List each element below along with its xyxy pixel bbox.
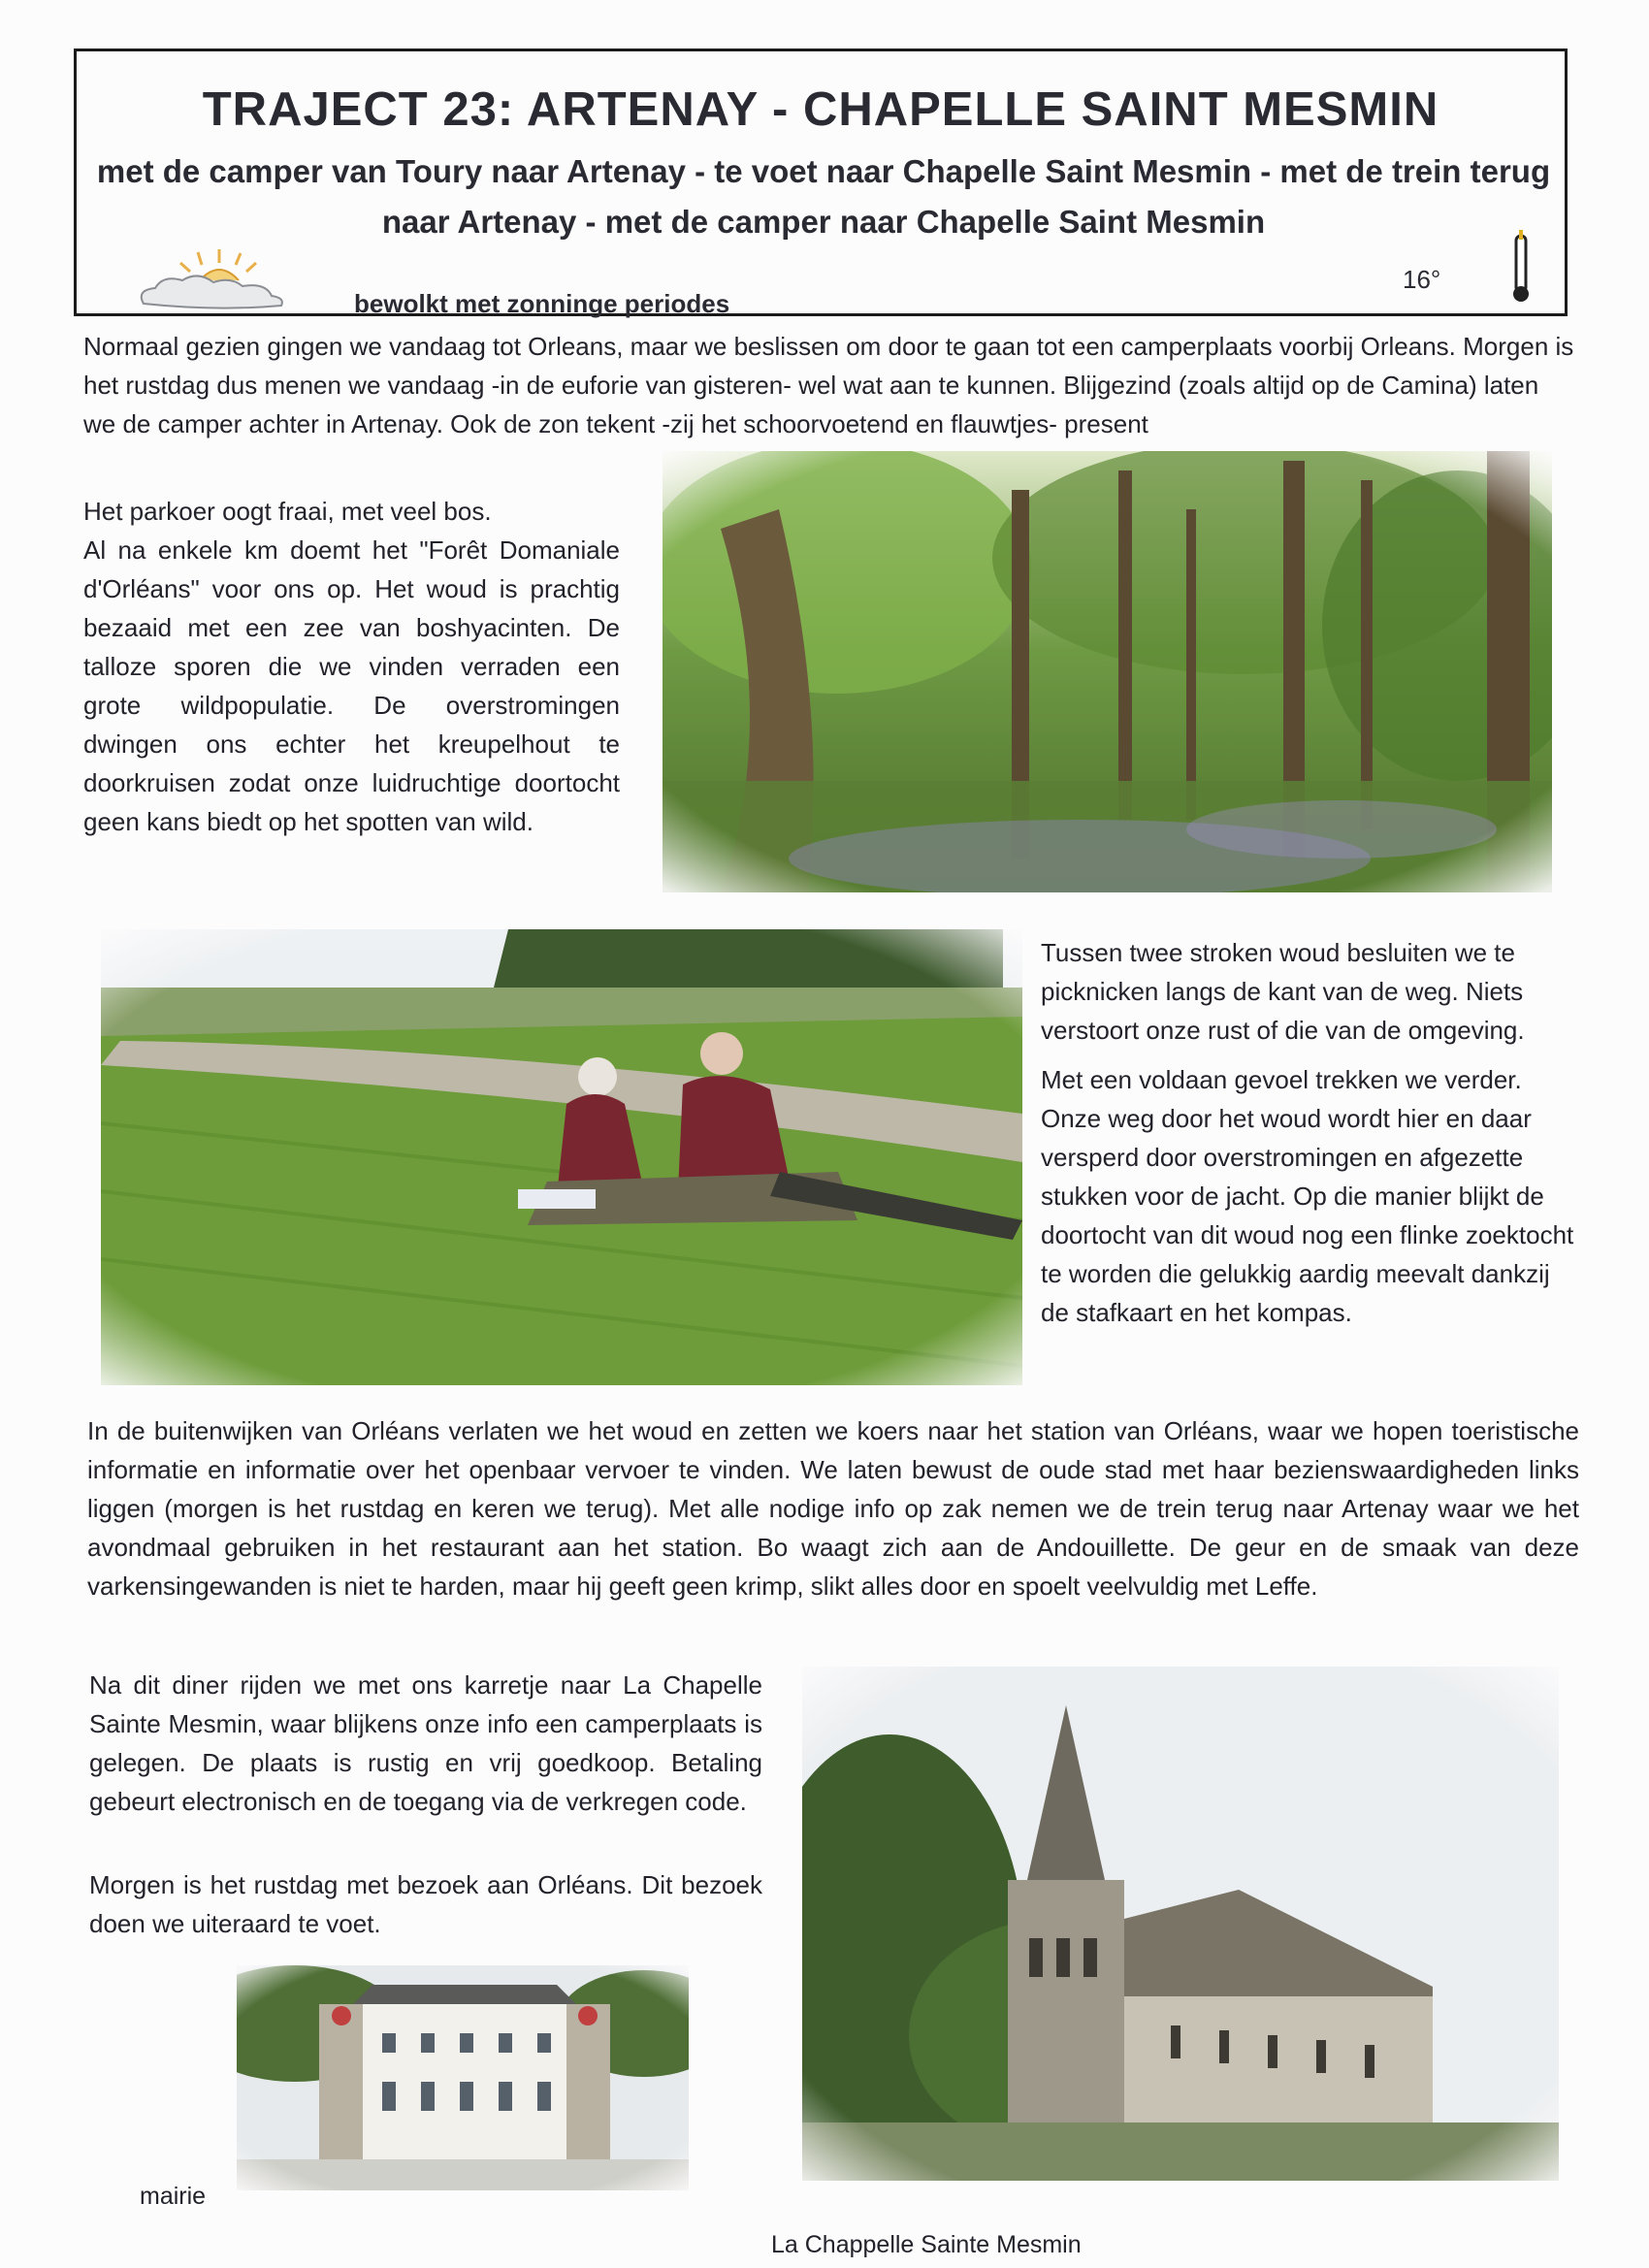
thermometer-icon xyxy=(1509,226,1533,304)
forest-paragraph xyxy=(83,492,620,841)
evening-paragraph-part2: Morgen is het rustdag met bezoek aan Orléans. Dit bezoek doen we uiteraard te voet. xyxy=(89,1870,762,1938)
weather-description: bewolkt met zonninge periodes xyxy=(354,289,730,318)
picnic-paragraph-part1: Tussen twee stroken woud besluiten we te picknicken langs de kant van de weg. Niets verstoort onze rust of die van de omgeving. xyxy=(1041,938,1525,1045)
partly-cloudy-icon xyxy=(130,247,305,315)
forest-paragraph-line2: Al na enkele km doemt het "Forêt Domaniale d'Orléans" voor ons op. Het woud is prachtig bezaaid met een zee van boshyacinten. De talloze sporen die we vinden verraden een grote wildpopulatie. De overstromingen dwingen ons echter het kreupelhout te doorkruisen zodat onze luidruchtige doortocht geen kans biedt op het spotten van wild. xyxy=(83,535,620,836)
temperature-value: 16° xyxy=(1403,265,1441,294)
page-title: TRAJECT 23: ARTENAY - CHAPELLE SAINT MESMIN xyxy=(202,83,1439,136)
forest-paragraph-line1: Het parkoer oogt fraai, met veel bos. xyxy=(83,497,492,526)
evening-paragraph-part1: Na dit diner rijden we met ons karretje naar La Chapelle Sainte Mesmin, waar blijkens onze info een camperplaats is gelegen. De plaats is rustig en vrij goedkoop. Betaling gebeurt electronisch en de toegang via de verkregen code. xyxy=(89,1670,762,1816)
orleans-paragraph: In de buitenwijken van Orléans verlaten we het woud en zetten we koers naar het station van Orléans, waar we hopen toeristische informatie en informatie over het openbaar vervoer te vinden. We laten bewust de oude stad met haar bezienswaardigheden links liggen (morgen is het rustdag en keren we terug). Met alle nodige info op zak nemen we de trein terug naar Artenay waar we het avondmaal gebruiken in het restaurant aan het station. Bo waagt zich aan de Andouillette. De geur en de smaak van deze varkensingewanden is niet te harden, maar hij geeft geen krimp, slikt alles door en spoelt veelvuldig met Leffe. xyxy=(87,1416,1579,1601)
mairie-photo xyxy=(237,1965,689,2190)
header-box xyxy=(74,49,1568,316)
picnic-paragraph-part2: Met een voldaan gevoel trekken we verder. Onze weg door het woud wordt hier en daar versperd door overstromingen en afgezette stukken voor de jacht. Op die manier blijkt de doortocht van dit woud nog een flinke zoektocht te worden die gelukkig aardig meevalt dankzij de stafkaart en het kompas. xyxy=(1041,1065,1574,1327)
mairie-caption: mairie xyxy=(140,2183,207,2210)
picnic-photo xyxy=(101,929,1022,1385)
intro-paragraph: Normaal gezien gingen we vandaag tot Orleans, maar we beslissen om door te gaan tot een camperplaats voorbij Orleans. Morgen is het rustdag dus menen we vandaag -in de euforie van gisteren- wel wat aan te kunnen. Blijgezind (zoals altijd op de Camina) laten we de camper achter in Artenay. Ook de zon tekent -zij het schoorvoetend en flauwtjes- present xyxy=(83,332,1574,438)
page-subtitle: met de camper van Toury naar Artenay - te voet naar Chapelle Saint Mesmin - met de trein terug naar Artenay - met de camper naar Chapelle Saint Mesmin xyxy=(96,153,1551,240)
church-photo xyxy=(802,1667,1559,2181)
church-caption: La Chappelle Sainte Mesmin xyxy=(771,2231,1082,2258)
forest-photo xyxy=(663,451,1552,892)
